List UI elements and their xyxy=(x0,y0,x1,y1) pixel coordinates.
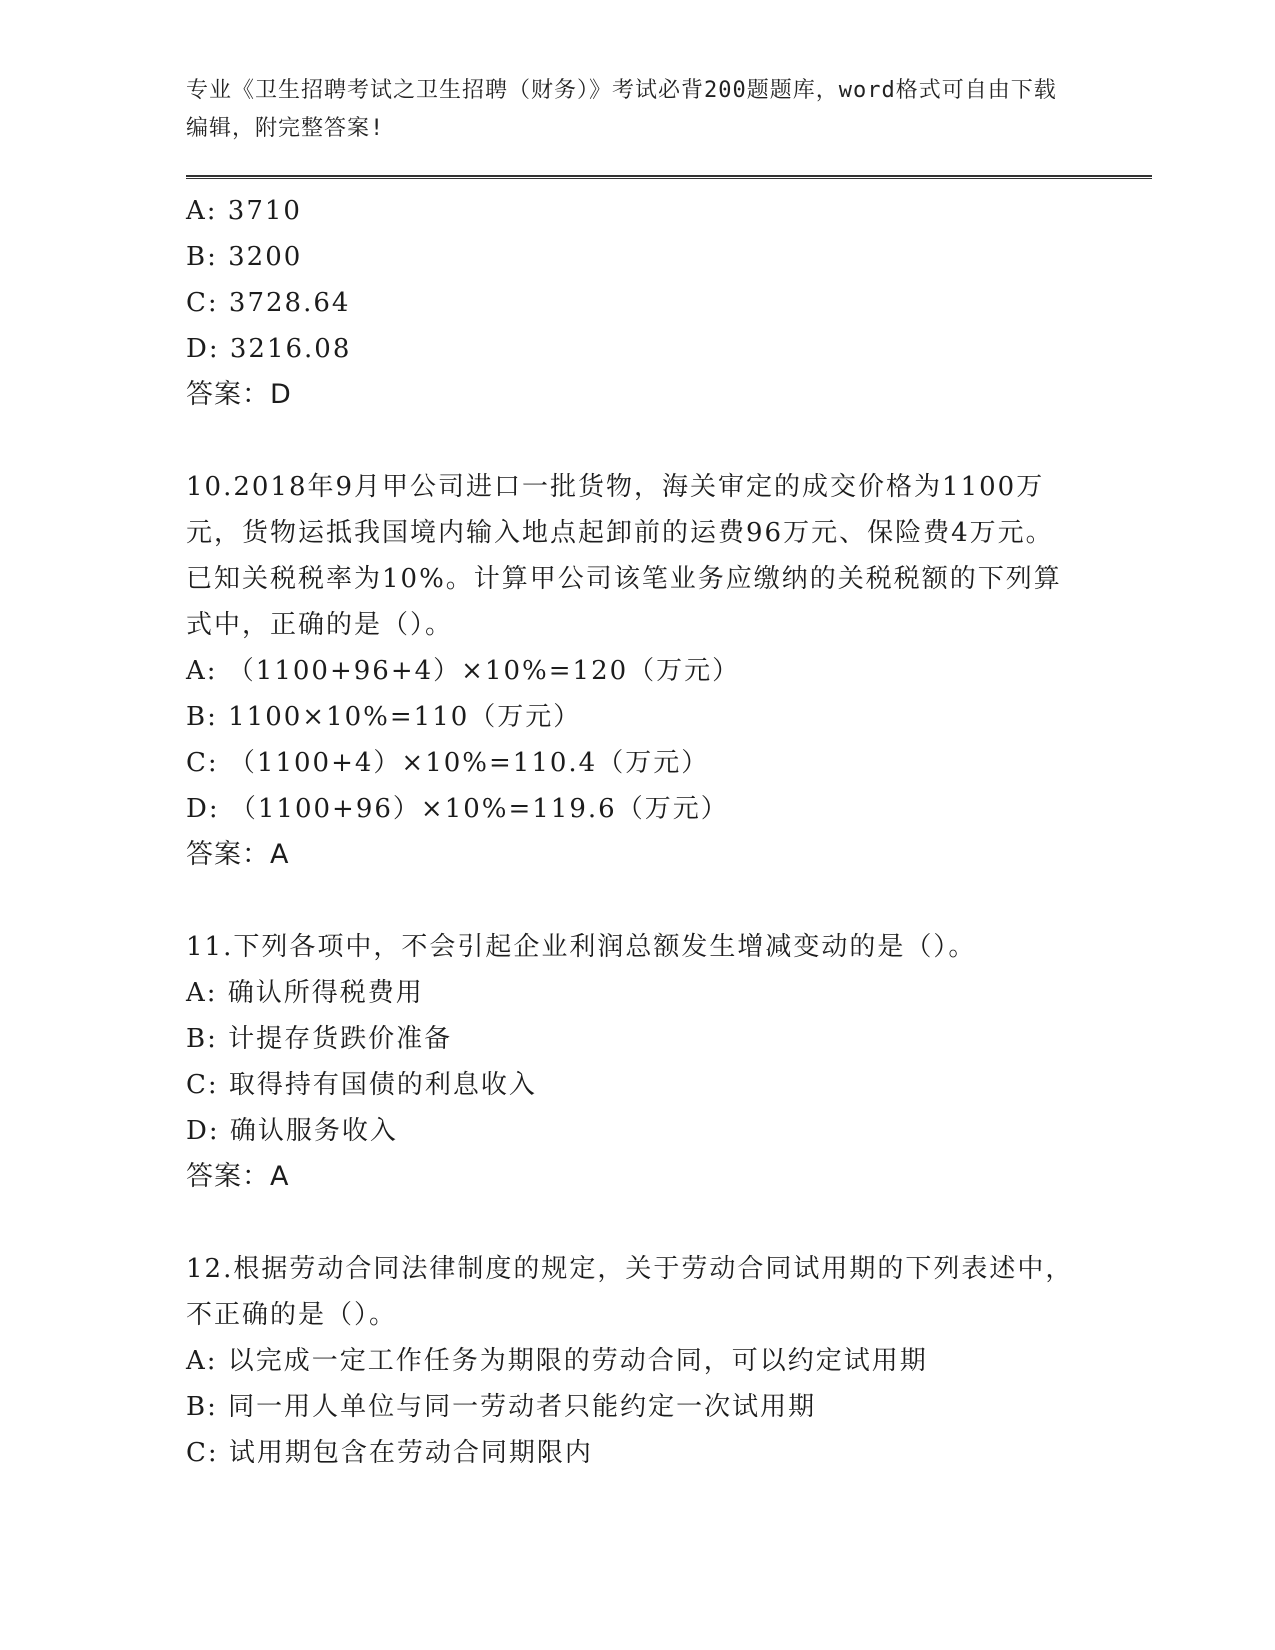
option-d: D: 确认服务收入 xyxy=(186,1116,398,1146)
option-c: C: 3728.64 xyxy=(186,288,351,318)
option-b: B: 计提存货跌价准备 xyxy=(186,1024,453,1054)
spacer xyxy=(186,418,1086,464)
option-a: A: 确认所得税费用 xyxy=(186,978,424,1008)
option-a: A: （1100+96+4）×10%=120（万元） xyxy=(186,656,741,686)
question-stem: 12.根据劳动合同法律制度的规定，关于劳动合同试用期的下列表述中，不正确的是（）。 xyxy=(186,1254,1074,1330)
question-stem: 11.下列各项中，不会引起企业利润总额发生增减变动的是（）。 xyxy=(186,932,977,962)
spacer xyxy=(186,1200,1086,1246)
option-a: A: 以完成一定工作任务为期限的劳动合同，可以约定试用期 xyxy=(186,1346,928,1376)
question-12 xyxy=(186,1246,1086,1476)
spacer xyxy=(186,878,1086,924)
option-d: D: 3216.08 xyxy=(186,334,352,364)
option-c: C: 试用期包含在劳动合同期限内 xyxy=(186,1438,593,1468)
question-stem: 10.2018年9月甲公司进口一批货物，海关审定的成交价格为1100万元，货物运抵我国境内输入地点起卸前的运费96万元、保险费4万元。已知关税税率为10%。计算甲公司该笔业务应缴纳的关税税额的下列算式中，正确的是（）。 xyxy=(186,472,1062,640)
header-divider xyxy=(186,175,1152,179)
option-b: B: 1100×10%=110（万元） xyxy=(186,702,582,732)
question-9 xyxy=(186,188,1086,418)
question-11 xyxy=(186,924,1086,1200)
option-b: B: 3200 xyxy=(186,242,303,272)
answer: 答案：A xyxy=(186,1161,290,1192)
option-d: D: （1100+96）×10%=119.6（万元） xyxy=(186,794,729,824)
answer: 答案：D xyxy=(186,379,292,410)
option-c: C: （1100+4）×10%=110.4（万元） xyxy=(186,748,710,778)
document-body xyxy=(186,188,1086,1476)
option-c: C: 取得持有国债的利息收入 xyxy=(186,1070,537,1100)
option-a: A: 3710 xyxy=(186,196,302,226)
question-10 xyxy=(186,464,1086,878)
answer: 答案：A xyxy=(186,839,290,870)
option-b: B: 同一用人单位与同一劳动者只能约定一次试用期 xyxy=(186,1392,817,1422)
page-header: 专业《卫生招聘考试之卫生招聘（财务）》考试必背200题题库，word格式可自由下载编辑，附完整答案! xyxy=(186,78,1057,141)
